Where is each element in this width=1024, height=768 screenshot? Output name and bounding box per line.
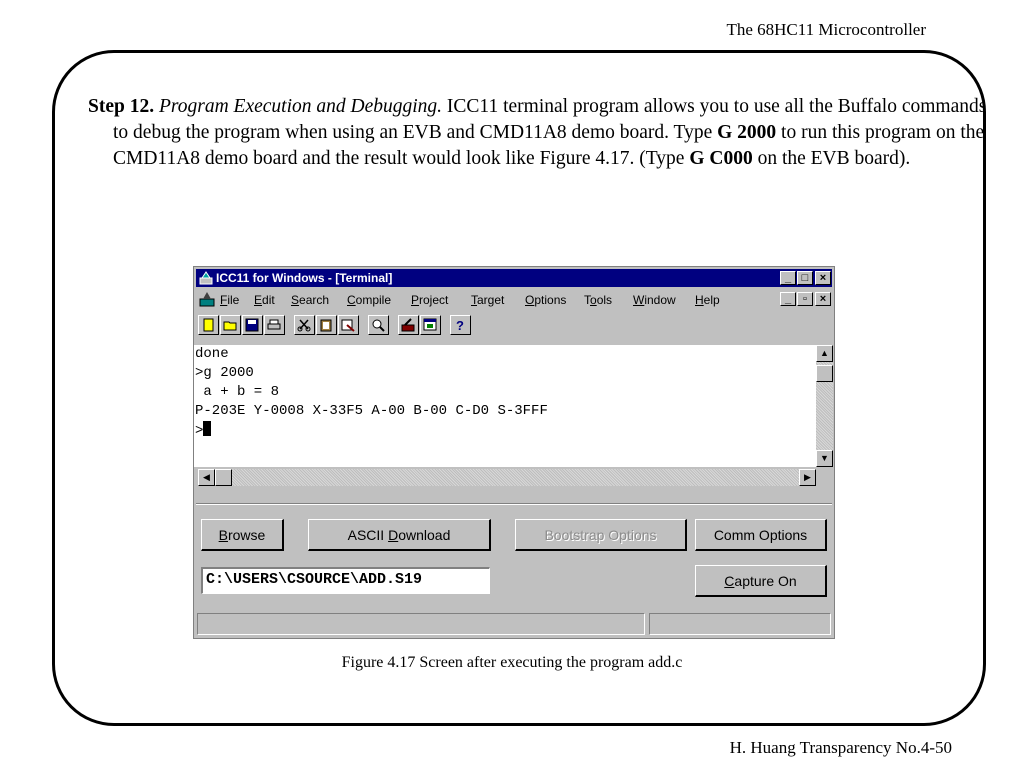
vertical-scroll-thumb[interactable]: [816, 365, 833, 382]
maximize-button[interactable]: □: [797, 271, 813, 285]
menu-help[interactable]: Help: [695, 293, 720, 307]
step-text-1: ICC11 terminal program allows you to use all the Buffalo commands to debug the program when using an EVB and CMD11A8 demo board. Type: [113, 96, 987, 143]
step-text-2: to run this program on the CMD11A8 demo board and the result would look like Figure 4.17. (Type: [113, 122, 985, 169]
window-title: ICC11 for Windows - [Terminal]: [216, 271, 393, 285]
step-cmd-2: G C000: [689, 148, 753, 169]
scroll-right-icon[interactable]: ▶: [799, 469, 816, 486]
terminal-line: done: [195, 346, 229, 362]
window-icon[interactable]: [420, 315, 441, 335]
bootstrap-options-button[interactable]: Bootstrap Options: [515, 519, 687, 551]
scroll-down-icon[interactable]: ▼: [816, 450, 833, 467]
doc-close-button[interactable]: ×: [815, 292, 831, 306]
panel-separator: [196, 503, 832, 505]
icc11-window: [193, 266, 835, 639]
step-text-3: on the EVB board).: [752, 148, 911, 169]
window-titlebar[interactable]: [196, 269, 832, 287]
menubar: [196, 289, 832, 309]
horizontal-scroll-thumb[interactable]: [215, 469, 232, 486]
svg-text:?: ?: [456, 318, 464, 332]
menu-target[interactable]: Target: [471, 293, 505, 307]
paste-icon[interactable]: [316, 315, 337, 335]
terminal-line: P-203E Y-0008 X-33F5 A-00 B-00 C-D0 S-3FFF: [195, 403, 548, 419]
terminal-output[interactable]: [194, 345, 817, 467]
scroll-up-icon[interactable]: ▲: [816, 345, 833, 362]
header-title: The 68HC11 Microcontroller: [726, 20, 926, 39]
menu-edit[interactable]: Edit: [254, 293, 275, 307]
menu-file[interactable]: File: [220, 293, 240, 307]
new-file-icon[interactable]: [198, 315, 219, 335]
horizontal-scrollbar[interactable]: [198, 469, 816, 486]
menu-search[interactable]: Search: [291, 293, 330, 307]
menu-project[interactable]: Project: [411, 293, 449, 307]
doc-icon: [198, 290, 216, 308]
capture-on-button[interactable]: Capture On: [695, 565, 827, 597]
browse-button[interactable]: Browse: [201, 519, 284, 551]
terminal-line: a + b = 8: [195, 384, 280, 400]
step-cmd-1: G 2000: [717, 122, 777, 143]
step-heading: Program Execution and Debugging.: [158, 96, 443, 117]
menu-compile[interactable]: Compile: [347, 293, 392, 307]
footer-title: H. Huang Transparency No.4-50: [729, 738, 952, 757]
open-folder-icon[interactable]: [220, 315, 241, 335]
app-icon: [199, 271, 213, 285]
status-bar: [197, 613, 645, 635]
terminal-line: >g 2000: [195, 365, 254, 381]
ascii-download-button[interactable]: ASCII Download: [308, 519, 491, 551]
menu-options[interactable]: Options: [525, 293, 567, 307]
vertical-scrollbar[interactable]: [816, 345, 833, 467]
doc-restore-button[interactable]: ▫: [797, 292, 813, 306]
cut-icon[interactable]: [294, 315, 315, 335]
scroll-left-icon[interactable]: ◀: [198, 469, 215, 486]
save-icon[interactable]: [242, 315, 263, 335]
menu-tools[interactable]: Tools: [584, 293, 613, 307]
file-path-input[interactable]: C:\USERS\CSOURCE\ADD.S19: [201, 567, 490, 594]
print-icon[interactable]: [264, 315, 285, 335]
step-paragraph: [88, 94, 993, 172]
toolbar: [196, 311, 832, 339]
find-icon[interactable]: [368, 315, 389, 335]
close-button[interactable]: ×: [815, 271, 831, 285]
text-cursor: [203, 421, 211, 436]
paste-special-icon[interactable]: [338, 315, 359, 335]
help-icon[interactable]: [450, 315, 471, 335]
status-bar-panel: [649, 613, 831, 635]
figure-caption: Figure 4.17 Screen after executing the program add.c: [341, 654, 683, 671]
compile-icon[interactable]: [398, 315, 419, 335]
terminal-prompt-line: >: [195, 421, 817, 441]
step-label: Step 12.: [88, 96, 155, 117]
minimize-button[interactable]: _: [780, 271, 796, 285]
doc-minimize-button[interactable]: _: [780, 292, 796, 306]
menu-window[interactable]: Window: [633, 293, 676, 307]
comm-options-button[interactable]: Comm Options: [695, 519, 827, 551]
